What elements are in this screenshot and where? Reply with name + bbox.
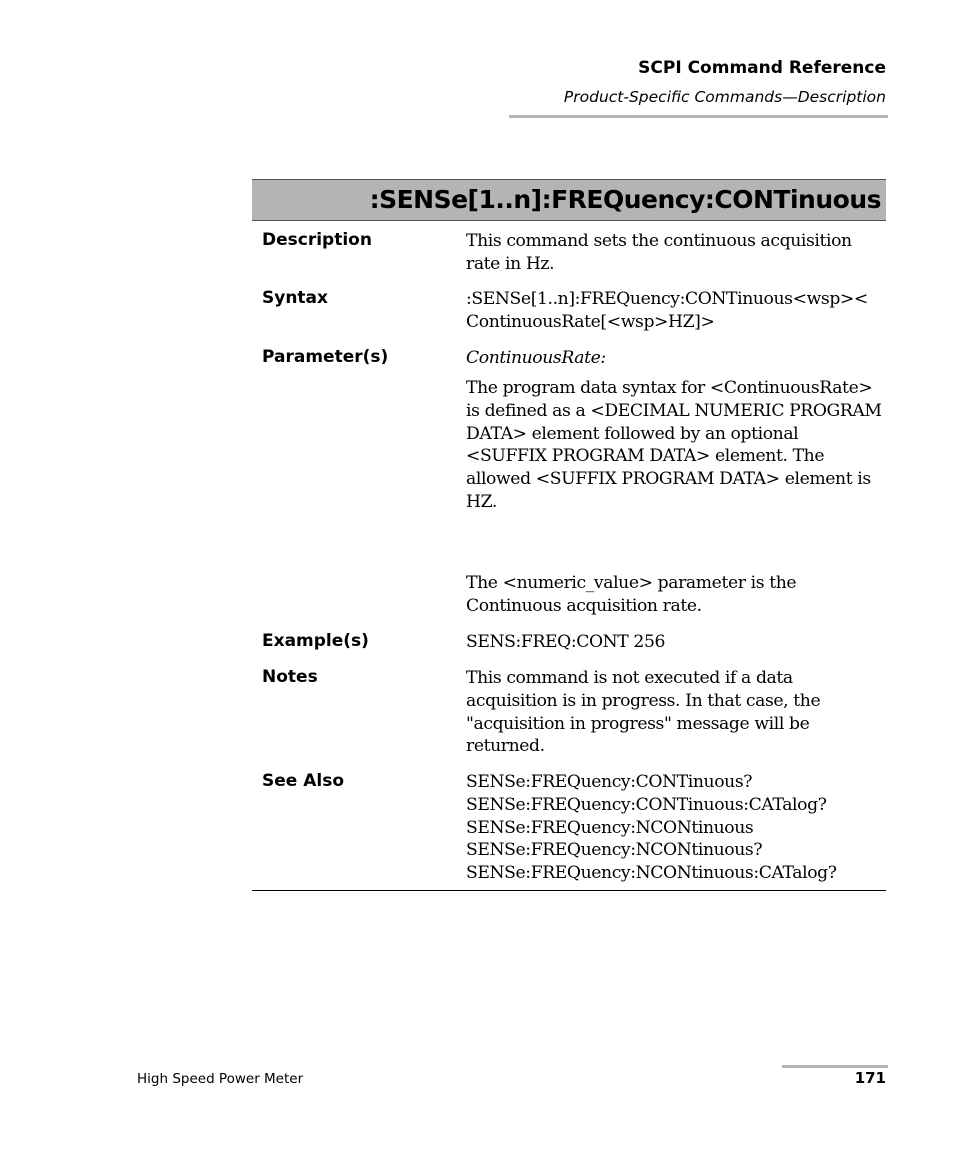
- parameter-line: <SUFFIX PROGRAM DATA> element. The: [466, 446, 825, 467]
- table-bottom-rule: [252, 890, 886, 891]
- notes-line: returned.: [466, 736, 545, 757]
- see-also-item: SENSe:FREQuency:NCONtinuous: [466, 817, 754, 838]
- parameter-line: HZ.: [466, 491, 497, 512]
- header-rule: [509, 115, 888, 118]
- notes-line: This command is not executed if a data: [466, 668, 793, 688]
- command-title-bar: [252, 179, 886, 221]
- example-line: SENS:FREQ:CONT 256: [466, 632, 666, 652]
- syntax-line: :SENSe[1..n]:FREQuency:CONTinuous<wsp><: [466, 289, 868, 309]
- examples-text: [466, 631, 881, 654]
- syntax-label: Syntax: [262, 288, 328, 308]
- see-also-item: SENSe:FREQuency:NCONtinuous:CATalog?: [466, 863, 837, 884]
- notes-text: [466, 667, 881, 758]
- notes-line: "acquisition in progress" message will be: [466, 713, 810, 734]
- parameter-line: The program data syntax for <ContinuousRate>: [466, 378, 873, 398]
- parameter-line: DATA> element followed by an optional: [466, 423, 799, 444]
- syntax-line: ContinuousRate[<wsp>HZ]>: [466, 311, 715, 332]
- see-also-item: SENSe:FREQuency:CONTinuous:CATalog?: [466, 794, 827, 815]
- description-label: Description: [262, 230, 372, 250]
- parameter-line: allowed <SUFFIX PROGRAM DATA> element is: [466, 469, 871, 490]
- parameter-line: is defined as a <DECIMAL NUMERIC PROGRAM: [466, 400, 882, 421]
- header-title: SCPI Command Reference: [638, 58, 886, 78]
- description-line: This command sets the continuous acquisition: [466, 231, 852, 251]
- description-text: [466, 230, 881, 276]
- parameter-line: The <numeric_value> parameter is the: [466, 573, 797, 593]
- description-line: rate in Hz.: [466, 253, 555, 274]
- footer-rule: [782, 1065, 888, 1068]
- notes-line: acquisition is in progress. In that case, the: [466, 690, 821, 711]
- header-subtitle: Product-Specific Commands—Description: [563, 88, 886, 106]
- notes-label: Notes: [262, 667, 318, 687]
- parameters-label: Parameter(s): [262, 347, 389, 367]
- parameter-name: ContinuousRate:: [466, 348, 606, 368]
- parameter-value-description: [466, 572, 881, 618]
- command-title: :SENSe[1..n]:FREQuency:CONTinuous: [369, 185, 881, 214]
- parameter-name-block: [466, 347, 881, 370]
- page-number: 171: [854, 1069, 886, 1087]
- footer-product-name: High Speed Power Meter: [137, 1071, 304, 1087]
- parameter-description: [466, 377, 881, 514]
- parameter-line: Continuous acquisition rate.: [466, 595, 702, 616]
- see-also-item: SENSe:FREQuency:CONTinuous?: [466, 772, 753, 792]
- see-also-label: See Also: [262, 771, 345, 791]
- see-also-list: [466, 771, 881, 885]
- see-also-item: SENSe:FREQuency:NCONtinuous?: [466, 840, 763, 861]
- syntax-text: [466, 288, 881, 334]
- examples-label: Example(s): [262, 631, 369, 651]
